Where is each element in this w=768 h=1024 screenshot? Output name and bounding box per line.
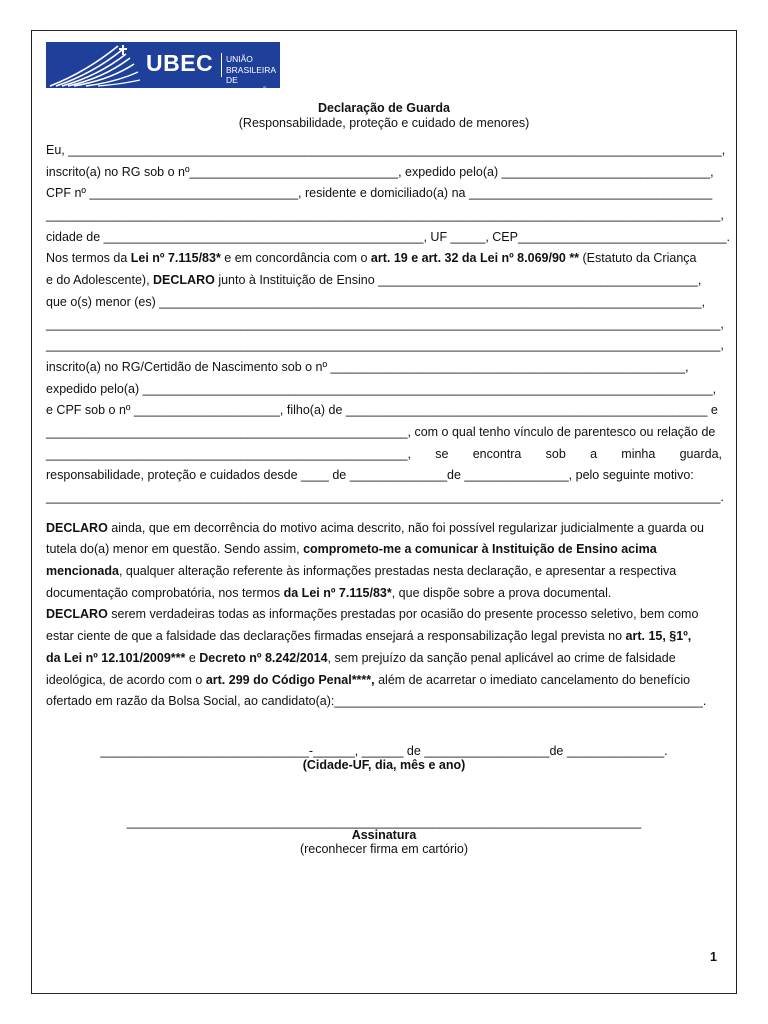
declaration-body bbox=[46, 140, 730, 713]
form-line: expedido pelo(a) __________________________________________________________________________________, bbox=[46, 381, 717, 396]
form-line: que o(s) menor (es) ______________________________________________________________________________, bbox=[46, 294, 705, 309]
declaration-line bbox=[46, 518, 722, 540]
text-run: serem verdadeiras todas as informações prestadas por ocasião do presente processo seletivo, bem como bbox=[107, 607, 699, 622]
text-run: e bbox=[185, 650, 200, 665]
logo-sub-line2: DE EDUCAÇÃO CATÓLICA bbox=[226, 75, 275, 106]
text-run: Nos termos da bbox=[46, 251, 131, 266]
text-run: , qualquer alteração referente às informações prestadas nesta declaração, e apresentar a respectiva bbox=[118, 564, 677, 579]
text-run: guarda, bbox=[679, 446, 722, 461]
form-line: responsabilidade, proteção e cuidados desde ____ de ______________de _______________, pelo seguinte motivo: bbox=[46, 468, 694, 483]
declaration-line bbox=[46, 561, 722, 583]
logo-separator bbox=[221, 53, 222, 77]
form-line: inscrito(a) no RG sob o nº______________________________, expedido pelo(a) ______________________________, bbox=[46, 164, 714, 179]
commitment-text: mencionada bbox=[46, 564, 119, 579]
form-line: e CPF sob o nº _____________________, filho(a) de ____________________________________________________ e bbox=[46, 403, 718, 418]
ubec-logo bbox=[46, 42, 280, 106]
law-reference: da Lei nº 12.101/2009*** bbox=[46, 650, 186, 665]
declaration-line bbox=[46, 539, 722, 561]
text-run: além de acarretar o imediato cancelamento do benefício bbox=[374, 672, 691, 687]
form-line bbox=[46, 444, 722, 466]
text-run: minha bbox=[621, 446, 656, 461]
paragraph-spacer bbox=[46, 509, 722, 518]
law-reference: art. 15, §1º, bbox=[625, 629, 692, 644]
form-line: _________________________________________________________________________________________________, bbox=[46, 208, 724, 223]
form-line: _________________________________________________________________________________________________, bbox=[46, 338, 724, 353]
law-reference: art. 19 e art. 32 da Lei nº 8.069/90 ** bbox=[370, 251, 580, 266]
form-line: ____________________________________________________, com o qual tenho vínculo de parentesco ou relação de bbox=[46, 424, 716, 439]
form-line bbox=[46, 248, 722, 270]
text-run: a bbox=[590, 446, 598, 461]
declaration-line bbox=[46, 583, 722, 605]
form-line: inscrito(a) no RG/Certidão de Nascimento sob o nº ___________________________________________________, bbox=[46, 359, 689, 374]
text-run: (Estatuto da Criança bbox=[579, 251, 697, 266]
text-run: e em concordância com o bbox=[220, 251, 371, 266]
form-line: _________________________________________________________________________________________________. bbox=[46, 490, 724, 504]
law-reference: Decreto nº 8.242/2014 bbox=[199, 650, 328, 665]
document-subtitle: (Responsabilidade, proteção e cuidado de menores) bbox=[238, 116, 530, 130]
signature-note: (reconhecer firma em cartório) bbox=[299, 842, 469, 856]
declaration-line: ofertado em razão da Bolsa Social, ao candidato(a):_____________________________________________________. bbox=[46, 694, 707, 709]
declaration-line bbox=[46, 670, 722, 692]
logo-brand: UBEC bbox=[146, 50, 214, 76]
law-reference: art. 299 do Código Penal****, bbox=[205, 672, 375, 687]
text-run: se bbox=[435, 446, 449, 461]
declaro-keyword: DECLARO bbox=[46, 520, 108, 535]
form-line: Eu, ______________________________________________________________________________________________, bbox=[46, 143, 726, 157]
declaro-keyword: DECLARO bbox=[153, 273, 215, 288]
ubec-emblem-icon bbox=[46, 42, 146, 88]
commitment-text: comprometo-me a comunicar à Instituição de Ensino acima bbox=[303, 542, 657, 557]
law-reference: Lei nº 7.115/83* bbox=[130, 251, 221, 266]
logo-subtitle bbox=[226, 54, 280, 107]
text-run: ideológica, de acordo com o bbox=[46, 672, 206, 687]
text-run: ____________________________________________________, bbox=[46, 446, 411, 461]
form-line: cidade de ______________________________________________, UF _____, CEP______________________________. bbox=[46, 229, 730, 244]
text-run: e do Adolescente), bbox=[46, 273, 154, 288]
text-run: sob bbox=[545, 446, 566, 461]
text-run: , que dispõe sobre a prova documental. bbox=[391, 585, 612, 600]
declaration-line bbox=[46, 626, 722, 648]
text-run: documentação comprobatória, nos termos bbox=[46, 585, 284, 600]
law-reference: da Lei nº 7.115/83* bbox=[283, 585, 392, 600]
declaration-line bbox=[46, 604, 722, 626]
logo-sub-line1: UNIÃO BRASILEIRA bbox=[226, 54, 277, 75]
document-title: Declaração de Guarda bbox=[317, 101, 450, 115]
declaration-line bbox=[46, 648, 722, 670]
text-run: , sem prejuízo da sanção penal aplicável ao crime de falsidade bbox=[327, 650, 676, 665]
date-line: ______________________________-______, ______ de __________________de ______________. bbox=[100, 744, 668, 758]
form-line: _________________________________________________________________________________________________, bbox=[46, 316, 724, 331]
page-number: 1 bbox=[710, 950, 717, 964]
text-run: junto à Instituição de Ensino ______________________________________________, bbox=[214, 273, 702, 288]
text-run: encontra bbox=[472, 446, 522, 461]
form-line bbox=[46, 270, 722, 292]
declaro-keyword: DECLARO bbox=[46, 607, 108, 622]
text-run: ainda, que em decorrência do motivo acima descrito, não foi possível regularizar judicialmente a guarda ou bbox=[107, 520, 704, 535]
signature-line: __________________________________________________________________________ bbox=[126, 815, 642, 829]
text-run: tutela do(a) menor em questão. Sendo assim, bbox=[46, 542, 304, 557]
form-line: CPF nº ______________________________, residente e domiciliado(a) na ___________________________________ bbox=[46, 186, 713, 201]
date-caption: (Cidade-UF, dia, mês e ano) bbox=[302, 758, 466, 772]
text-run: estar ciente de que a falsidade das declarações firmadas ensejará a responsabilização legal prevista no bbox=[46, 629, 626, 644]
signature-label: Assinatura bbox=[351, 828, 417, 842]
